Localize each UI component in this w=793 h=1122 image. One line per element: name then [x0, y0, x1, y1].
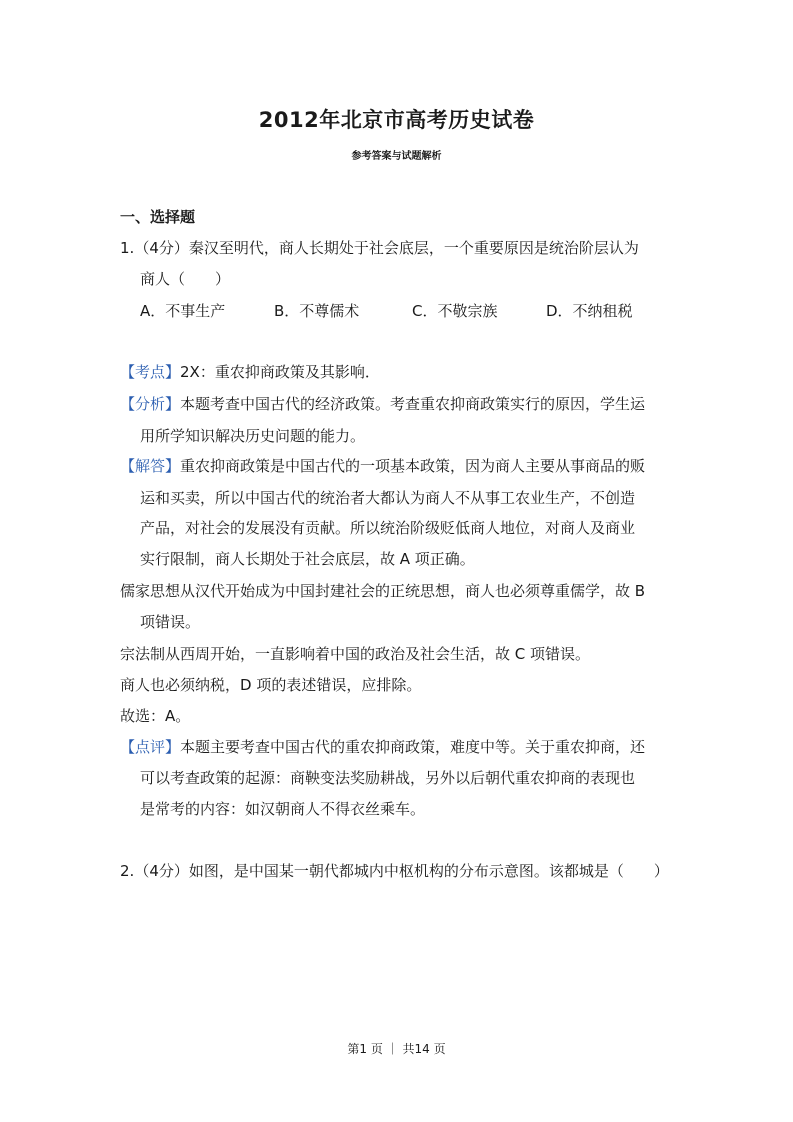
fenxi-tag: 【分析】	[120, 395, 181, 413]
document-subtitle: 参考答案与试题解析	[351, 151, 442, 162]
fenxi-line-1	[120, 394, 645, 414]
dianping-line-1	[120, 737, 645, 757]
kaodian-line	[120, 362, 380, 382]
question-2-stem	[120, 861, 669, 881]
question-number: 1.	[120, 239, 135, 257]
section-heading: 一、选择题	[120, 208, 196, 226]
option-c: C．不敬宗族	[412, 302, 498, 320]
kaodian-tag: 【考点】	[120, 363, 181, 381]
dianping-text: 本题主要考查中国古代的重农抑商政策，难度中等。关于重农抑商，还	[180, 738, 646, 756]
kaodian-text: 2X：重农抑商政策及其影响．	[180, 363, 380, 381]
analysis-b-line-1: 儒家思想从汉代开始成为中国封建社会的正统思想，商人也必须尊重儒学，故 B	[120, 582, 646, 600]
analysis-b-line-2: 项错误。	[140, 613, 201, 631]
analysis-c-line: 宗法制从西周开始，一直影响着中国的政治及社会生活，故 C 项错误。	[120, 645, 591, 663]
question-text: 如图，是中国某一朝代都城内中枢机构的分布示意图。该都城是（ ）	[188, 862, 669, 880]
option-a: A．不事生产	[140, 302, 226, 320]
dianping-line-3: 是常考的内容：如汉朝商人不得衣丝乘车。	[140, 800, 426, 818]
jieda-line-3: 产品，对社会的发展没有贡献。所以统治阶级贬低商人地位，对商人及商业	[140, 519, 636, 537]
jieda-text: 重农抑商政策是中国古代的一项基本政策，因为商人主要从事商品的贩	[180, 457, 646, 475]
option-b: B．不尊儒术	[274, 302, 360, 320]
jieda-line-2: 运和买卖，所以中国古代的统治者大都认为商人不从事工农业生产，不创造	[140, 489, 636, 507]
question-1-stem	[120, 238, 639, 258]
fenxi-text: 本题考查中国古代的经济政策。考查重农抑商政策实行的原因，学生运	[180, 395, 646, 413]
page-footer: 第1 页 ｜ 共14 页	[347, 1042, 446, 1056]
question-score: （4分）	[134, 239, 189, 257]
document-title: 2012年北京市高考历史试卷	[258, 108, 535, 132]
jieda-tag: 【解答】	[120, 457, 181, 475]
jieda-line-4: 实行限制，商人长期处于社会底层，故 A 项正确。	[140, 550, 475, 568]
jieda-line-1	[120, 456, 645, 476]
dianping-line-2: 可以考查政策的起源：商鞅变法奖励耕战，另外以后朝代重农抑商的表现也	[140, 769, 636, 787]
fenxi-line-2: 用所学知识解决历史问题的能力。	[140, 427, 366, 445]
question-1-stem-cont: 商人（ ）	[140, 270, 231, 288]
question-score: （4分）	[134, 862, 189, 880]
question-text: 秦汉至明代，商人长期处于社会底层，一个重要原因是统治阶层认为	[188, 239, 639, 257]
dianping-tag: 【点评】	[120, 738, 181, 756]
answer-line: 故选：A。	[120, 707, 191, 725]
analysis-d-line: 商人也必须纳税，D 项的表述错误，应排除。	[120, 676, 422, 694]
option-d: D．不纳租税	[546, 302, 633, 320]
question-number: 2.	[120, 862, 135, 880]
